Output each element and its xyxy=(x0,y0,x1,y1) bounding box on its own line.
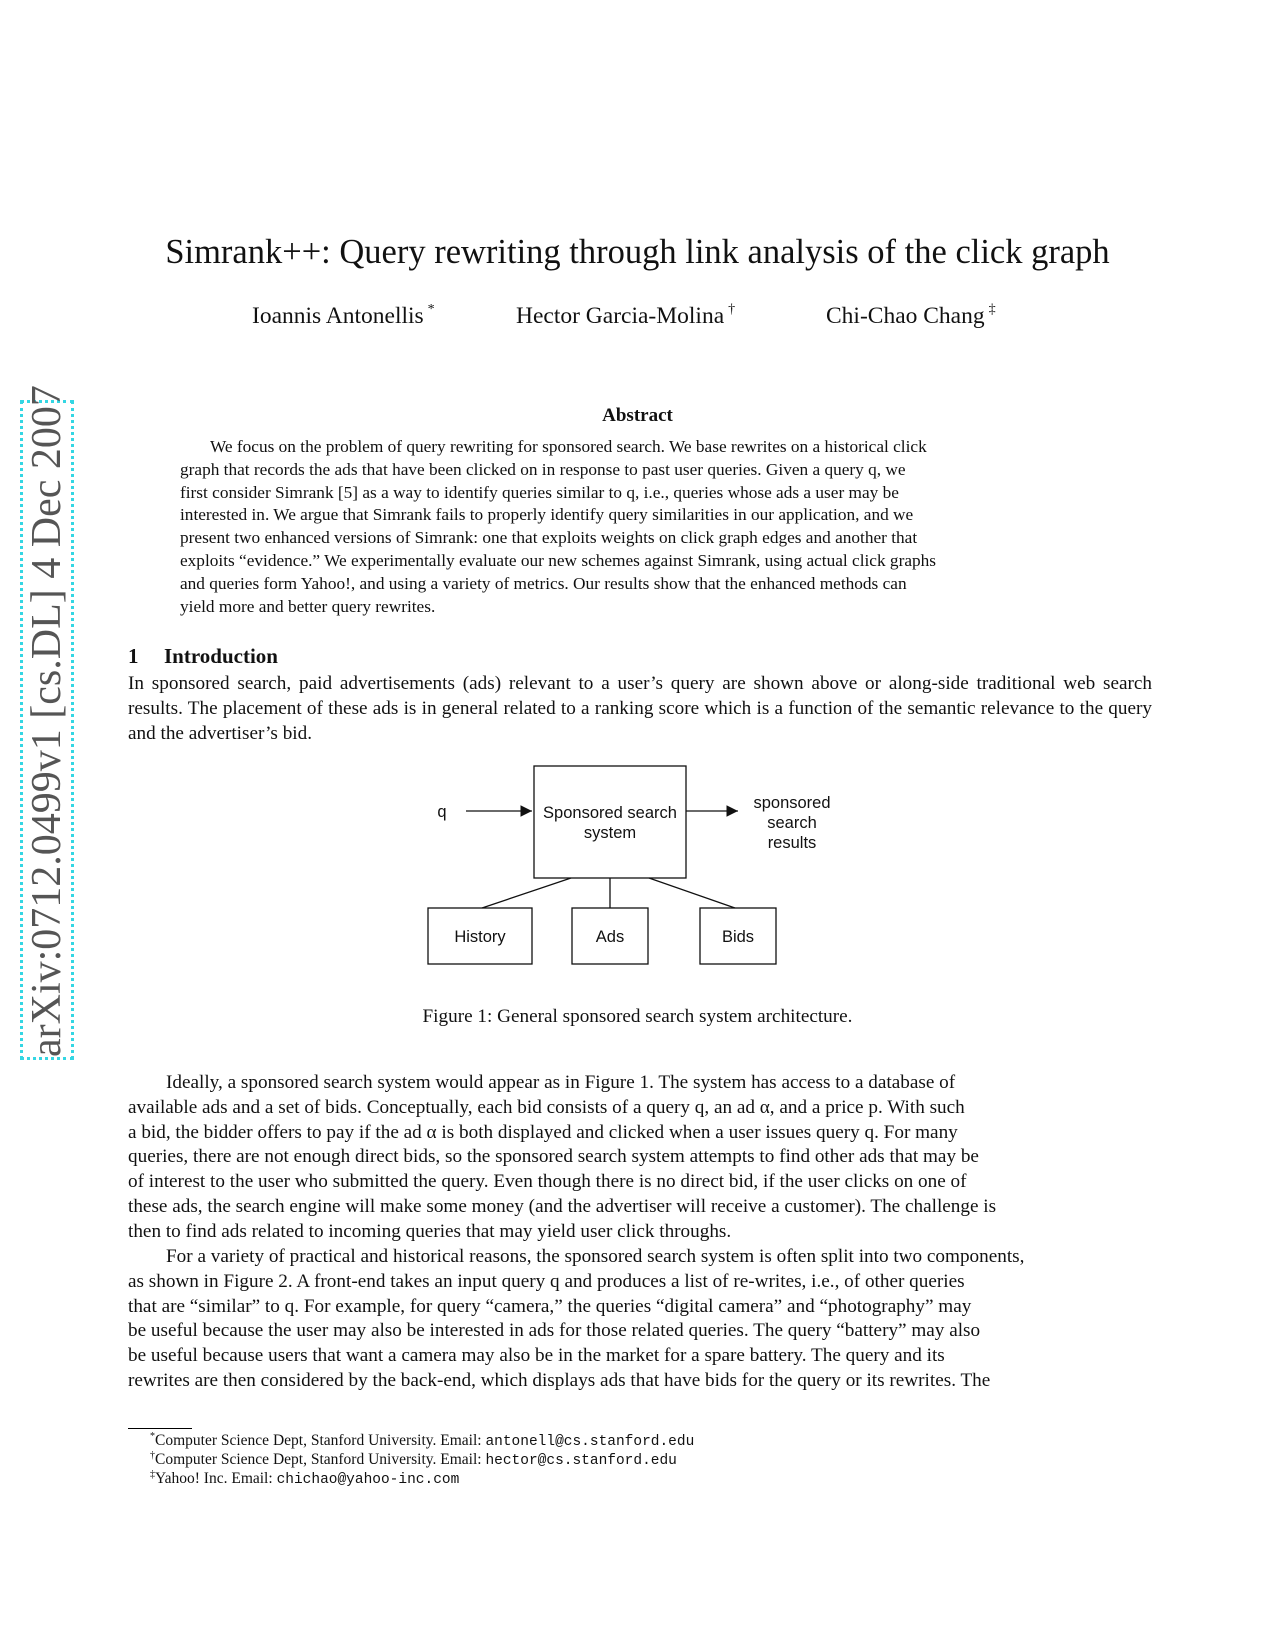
section-title: Introduction xyxy=(164,644,278,668)
footnote-email: chichao@yahoo-inc.com xyxy=(276,1472,460,1488)
link-history xyxy=(482,878,571,908)
ads-label: Ads xyxy=(595,928,625,946)
paragraph-line: rewrites are then considered by the back-end, which displays ads that have bids for the query or its rewrites. The xyxy=(128,1369,991,1391)
paragraph-line: these ads, the search engine will make some money (and the advertiser will receive a customer). The challenge is xyxy=(128,1195,997,1217)
paragraph-line: then to find ads related to incoming queries that may yield user click throughs. xyxy=(128,1220,732,1242)
abstract-line: present two enhanced versions of Simrank: one that exploits weights on click graph edges and another that xyxy=(180,528,918,548)
paragraph-line: as shown in Figure 2. A front-end takes an input query q and produces a list of re-writes, i.e., of other queries xyxy=(128,1270,965,1292)
abstract-body xyxy=(180,436,1101,618)
input-q-label: q xyxy=(437,803,447,821)
paragraph-line: queries, there are not enough direct bids, so the sponsored search system attempts to find other ads that may be xyxy=(128,1146,979,1168)
history-label: History xyxy=(454,928,506,946)
figure-1-diagram xyxy=(400,758,831,970)
abstract-line: first consider Simrank [5] as a way to identify queries similar to q, i.e., queries whose ads a user may be xyxy=(180,482,899,502)
author-mark: † xyxy=(728,302,736,317)
abstract-line: We focus on the problem of query rewriting for sponsored search. We base rewrites on a historical click xyxy=(210,437,927,456)
sponsored-search-system-box xyxy=(534,766,686,878)
author-name: Ioannis Antonellis xyxy=(252,303,424,329)
author-name: Chi-Chao Chang xyxy=(826,303,985,329)
paragraph-line: of interest to the user who submitted the query. Even though there is no direct bid, if the user clicks on one of xyxy=(128,1171,967,1193)
abstract-line: interested in. We argue that Simrank fails to properly identify query similarities in our application, and we xyxy=(180,505,914,525)
footnote-email: hector@cs.stanford.edu xyxy=(485,1453,677,1469)
paragraph-line: be useful because users that want a camera may also be in the market for a spare battery. The query and its xyxy=(128,1345,945,1367)
figure-1-caption: Figure 1: General sponsored search system architecture. xyxy=(422,1006,853,1027)
section-heading xyxy=(128,644,278,669)
footnote-1 xyxy=(150,1431,694,1450)
output-label-line1: sponsored xyxy=(753,794,831,812)
footnote-text: Yahoo! Inc. Email: xyxy=(155,1470,277,1487)
footnote-mark: † xyxy=(150,1450,155,1461)
system-label-line1: Sponsored search xyxy=(543,804,677,822)
abstract-line: and queries form Yahoo!, and using a variety of metrics. Our results show that the enhanced methods can xyxy=(180,573,907,593)
author-name: Hector Garcia-Molina xyxy=(516,303,725,329)
output-label-line2: search xyxy=(767,814,817,832)
author-1 xyxy=(252,302,435,330)
paragraph-line: available ads and a set of bids. Conceptually, each bid consists of a query q, an ad α, and a price p. With such xyxy=(128,1096,965,1118)
bids-label: Bids xyxy=(721,928,755,946)
author-2 xyxy=(516,302,735,330)
arxiv-identifier: arXiv:0712.0499v1 [cs.DL] 4 Dec 2007 xyxy=(20,400,74,1060)
footnote-rule xyxy=(128,1428,192,1429)
author-mark: ‡ xyxy=(988,302,996,317)
intro-paragraph-1: In sponsored search, paid advertisements (ads) relevant to a user’s query are shown above or along-side traditional web search results. The placement of these ads is in general related to a ranking score which is a function of the semantic relevance to the query and the advertiser’s bid. xyxy=(128,673,1152,744)
footnote-3 xyxy=(150,1469,459,1488)
abstract-line: yield more and better query rewrites. xyxy=(180,596,436,616)
footnote-mark: ‡ xyxy=(150,1469,155,1480)
footnote-2 xyxy=(150,1450,677,1469)
footnote-text: Computer Science Dept, Stanford University. Email: xyxy=(155,1451,486,1468)
paragraph-line: that are “similar” to q. For example, for query “camera,” the queries “digital camera” and “photography” may xyxy=(128,1295,972,1317)
footnote-email: antonell@cs.stanford.edu xyxy=(485,1434,695,1450)
paragraph-line: be useful because the user may also be interested in ads for those related queries. The query “battery” may also xyxy=(128,1320,981,1342)
author-mark: * xyxy=(427,302,435,317)
paragraph-line: For a variety of practical and historical reasons, the sponsored search system is often split into two components, xyxy=(166,1246,1025,1267)
author-3 xyxy=(826,302,996,330)
footnote-text: Computer Science Dept, Stanford University. Email: xyxy=(155,1432,486,1449)
abstract-line: graph that records the ads that have been clicked on in response to past user queries. Given a query q, we xyxy=(180,459,906,479)
abstract-heading: Abstract xyxy=(602,405,673,426)
footnote-mark: * xyxy=(150,1431,155,1442)
paragraph-line: Ideally, a sponsored search system would appear as in Figure 1. The system has access to a database of xyxy=(166,1072,956,1093)
intro-paragraph-3 xyxy=(128,1245,1152,1394)
output-label-line3: results xyxy=(767,834,817,852)
paragraph-line: a bid, the bidder offers to pay if the ad α is both displayed and clicked when a user issues query q. For many xyxy=(128,1121,958,1143)
abstract-line: exploits “evidence.” We experimentally evaluate our new schemes against Simrank, using actual click graphs xyxy=(180,550,937,570)
paper-title: Simrank++: Query rewriting through link analysis of the click graph xyxy=(165,233,1110,271)
link-bids xyxy=(649,878,735,908)
intro-paragraph-2 xyxy=(128,1071,1152,1245)
system-label-line2: system xyxy=(583,824,637,842)
section-number: 1 xyxy=(128,644,139,668)
